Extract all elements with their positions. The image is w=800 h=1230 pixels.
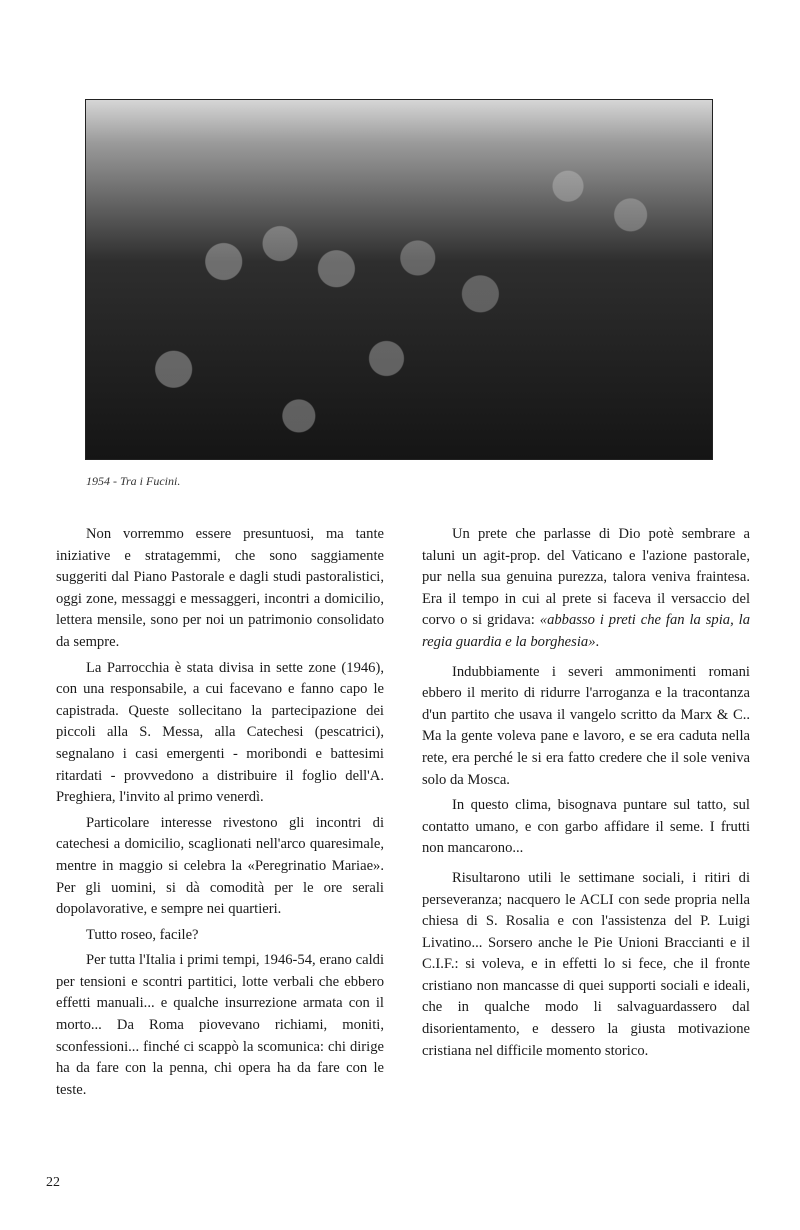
paragraph: Particolare interesse rivestono gli incontri di catechesi a domicilio, scaglionati nell'arco quaresimale, mentre in maggio si celebra la «Peregrinatio Mariae». Per gli uomini, si dà comodità per le ore serali dopolavorative, e sempre nei quartieri. [56, 814, 384, 918]
paragraph: Tutto roseo, facile? [86, 926, 199, 943]
paragraph: Per tutta l'Italia i primi tempi, 1946-54, erano caldi per tensioni e scontri partitici, lotte verbali che ebbero effetti manuali... e qualche insurrezione armata con il morto... Da Roma piovevano richiami, moniti, sconfessioni... finché ci scappò la scomunica: chi dirige ha da fare con la penna, chi opera ha da fare con le teste. [56, 952, 384, 1098]
crowd-photograph [85, 99, 713, 460]
photo-caption: 1954 - Tra i Fucini. [86, 474, 181, 488]
paragraph: Non vorremmo essere presuntuosi, ma tante iniziative e stratagemmi, che sono saggiamente suggeriti dal Piano Pastorale e dagli studi pastoralistici, oggi zone, messaggi e messaggeri, incontri a domicilio, lettera mensile, sono per noi un patrimonio consolidato da sempre. [56, 526, 384, 650]
paragraph: In questo clima, bisognava puntare sul tatto, sul contatto umano, e con garbo affidare il seme. I frutti non mancarono... [422, 797, 750, 857]
paragraph-text: Un prete che parlasse di Dio potè sembrare a taluni un agit-prop. del Vaticano e l'azione pastorale, pur nella sua genuina purezza, talora veniva fraintesa. Era il tempo in cui al prete si faceva il versaccio del corvo o si gridava: [422, 526, 750, 629]
right-text-column [422, 524, 750, 1066]
paragraph: La Parrocchia è stata divisa in sette zone (1946), con una responsabile, a cui facevano e fanno capo le capistrada. Queste sollecitano la partecipazione dei piccoli alla S. Messa, alla Catechesi (pescatrici), segnalano i casi emergenti - moribondi e battesimi ritardati - provvedono a distribuire il foglio dell'A. Preghiera, l'invito al primo venerdì. [56, 659, 384, 806]
paragraph: Indubbiamente i severi ammonimenti romani ebbero il merito di ridurre l'arroganza e la tracontanza d'un partito che usava il vangelo scritto da Marx & C.. Ma la gente voleva pane e lavoro, e se era caduta nella rete, era perché le si era fatto credere che il sole veniva solo da Mosca. [422, 663, 750, 788]
paragraph: Risultarono utili le settimane sociali, i ritiri di perseveranza; nacquero le ACLI con sede propria nella chiesa di S. Rosalia e con l'assistenza del P. Luigi Livatino... Sorsero anche le Pie Unioni Braccianti e il C.I.F.: si voleva, e in effetti lo si fece, che il fronte cristiano non mancasse di quei supporti sociali e ideali, che in qualche modo li salvaguardassero dal disorientamento, e dessero la giusta motivazione cristiana nel difficile momento storico. [422, 869, 750, 1059]
left-text-column [56, 524, 384, 1105]
paragraph-text: . [595, 633, 600, 650]
page-number: 22 [46, 1175, 60, 1190]
quoted-slogan: «abbasso i preti che fan la spia, la regia guardia e la borghesia» [422, 612, 750, 650]
paragraph [422, 524, 750, 654]
